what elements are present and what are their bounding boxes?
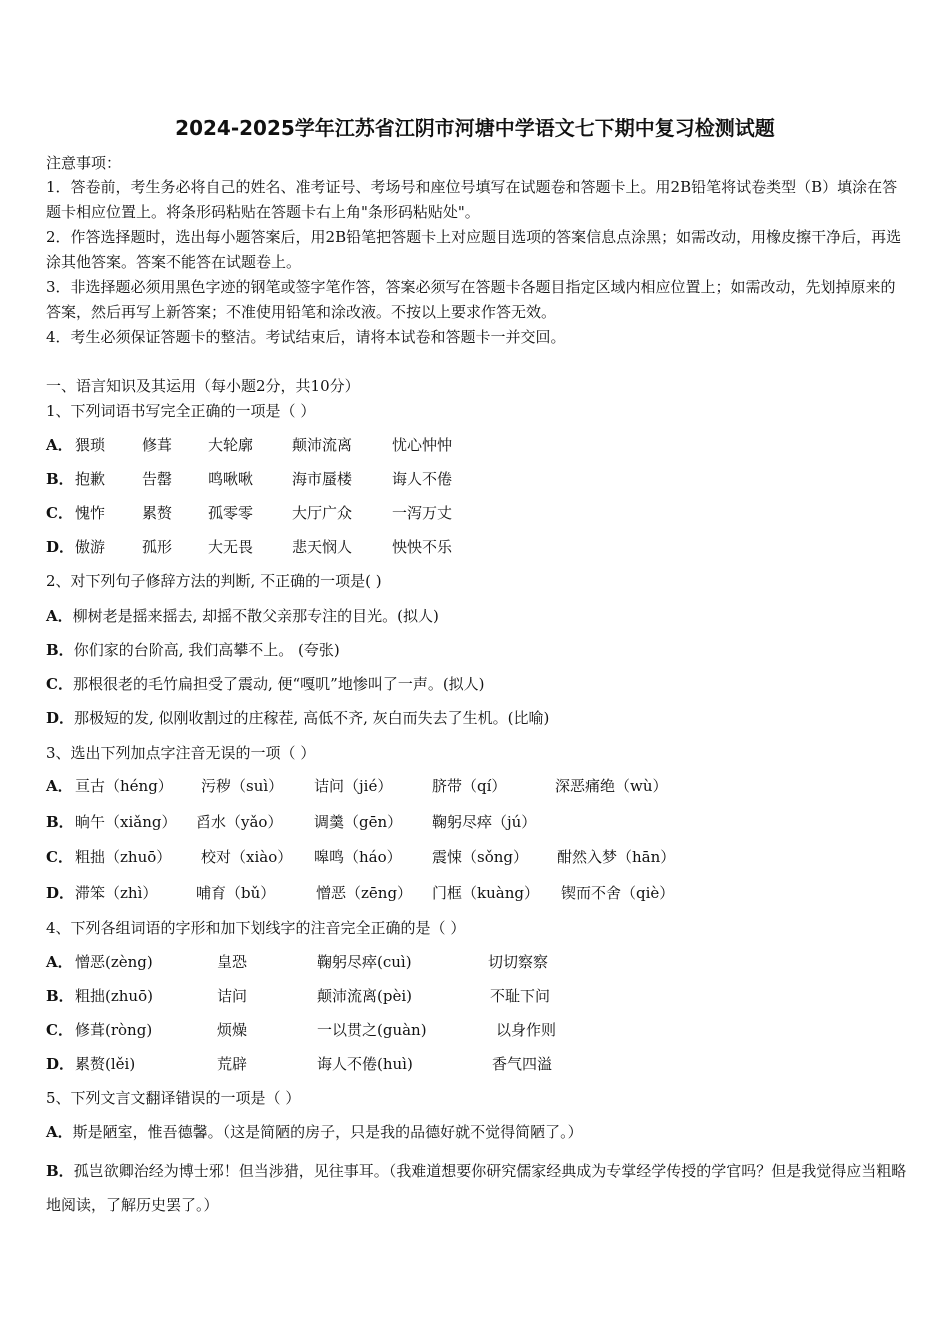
option-word: 告罄 [142, 470, 173, 488]
option-word: 愧怍 [75, 504, 106, 522]
option-word: 皇恐 [217, 953, 248, 971]
option-word: 酣然入梦（hān） [557, 848, 676, 866]
option-word: 憎恶(zèng) [75, 953, 153, 971]
option-word: 锲而不舍（qiè） [561, 884, 675, 902]
page-title: 2024-2025学年江苏省江阴市河塘中学语文七下期中复习检测试题 [175, 116, 775, 140]
option-word: 修葺(ròng) [75, 1021, 153, 1039]
question-5-stem: 5、下列文言文翻译错误的一项是（ ） [46, 1089, 301, 1107]
option-label: B． [46, 641, 74, 659]
q5-option-b: B．孤岂欲卿治经为博士邪！但当涉猎，见往事耳。（我难道想要你研究儒家经典成为专掌经学传授的学官吗？但是我觉得应当粗略地阅读，了解历史罢了。） [46, 1162, 907, 1214]
option-word: 海市蜃楼 [292, 470, 353, 488]
option-word: 荒辟 [217, 1055, 248, 1073]
option-word: 傲游 [75, 538, 106, 556]
question-2-stem: 2、对下列句子修辞方法的判断, 不正确的一项是( ) [46, 572, 382, 590]
option-word: 大厅广众 [292, 504, 353, 522]
option-word: 粗拙（zhuō） [75, 848, 172, 866]
option-label: A． [46, 1123, 73, 1141]
option-label: A． [46, 777, 73, 795]
option-word: 哺育（bǔ） [196, 884, 276, 902]
option-word: 震悚（sǒng） [432, 848, 528, 866]
question-4-stem: 4、下列各组词语的字形和加下划线字的注音完全正确的是（ ） [46, 919, 466, 937]
option-word: 忧心忡忡 [392, 436, 453, 454]
option-word: 颠沛流离 [292, 436, 353, 454]
question-3-stem: 3、选出下列加点字注音无误的一项（ ） [46, 744, 316, 762]
option-label: A． [46, 607, 73, 625]
option-word: 以身作则 [496, 1021, 557, 1039]
option-word: 诲人不倦 [392, 470, 453, 488]
notice-item-3: 3．非选择题必须用黑色字迹的钢笔或签字笔作答，答案必须写在答题卡各题目指定区域内相应位置上；如需改动，先划掉原来的答案，然后再写上新答案；不准使用铅笔和涂改液。不按以上要求作答无效。 [46, 278, 896, 321]
option-word: 污秽（suì） [201, 777, 284, 795]
option-label: D． [46, 884, 75, 902]
option-label: B． [46, 987, 74, 1005]
notice-item-2: 2．作答选择题时，选出每小题答案后，用2B铅笔把答题卡上对应题目选项的答案信息点涂黑；如需改动，用橡皮擦干净后，再选涂其他答案。答案不能答在试题卷上。 [46, 228, 902, 271]
q2-option-b: B．你们家的台阶高, 我们高攀不上。 (夸张) [46, 641, 340, 659]
option-word: 嗥鸣（háo） [314, 848, 402, 866]
option-word: 晌午（xiǎng） [75, 813, 177, 831]
option-word: 大无畏 [208, 538, 254, 556]
option-word: 鞠躬尽瘁(cuì) [317, 953, 412, 971]
option-word: 不耻下问 [490, 987, 551, 1005]
section-heading: 一、语言知识及其运用（每小题2分，共10分） [46, 377, 360, 395]
option-label: B． [46, 470, 74, 488]
option-label: D． [46, 1055, 75, 1073]
notice-item-4: 4．考生必须保证答题卡的整洁。考试结束后，请将本试卷和答题卡一并交回。 [46, 328, 566, 346]
option-label: C． [46, 848, 73, 866]
q2-option-d: D．那极短的发, 似刚收割过的庄稼茬, 高低不齐, 灰白而失去了生机。(比喻) [46, 709, 550, 727]
option-word: 诘问（jié） [314, 777, 393, 795]
option-word: 调羹（gēn） [314, 813, 403, 831]
option-label: B． [46, 813, 74, 831]
option-label: D． [46, 538, 75, 556]
question-1-stem: 1、下列词语书写完全正确的一项是（ ） [46, 402, 316, 420]
option-word: 门框（kuàng） [432, 884, 539, 902]
q2-option-c: C．那根很老的毛竹扁担受了震动, 便“嘎叽”地惨叫了一声。(拟人) [46, 675, 485, 693]
notice-item-1: 1．答卷前，考生务必将自己的姓名、准考证号、考场号和座位号填写在试题卷和答题卡上。用2B铅笔将试卷类型（B）填涂在答题卡相应位置上。将条形码粘贴在答题卡右上角"条形码粘贴处"。 [46, 178, 898, 221]
option-word: 烦燥 [217, 1021, 248, 1039]
option-word: 诲人不倦(huì) [317, 1055, 413, 1073]
option-word: 鞠躬尽瘁（jú） [432, 813, 537, 831]
option-label: A． [46, 953, 73, 971]
option-word: 校对（xiào） [201, 848, 293, 866]
option-label: C． [46, 675, 73, 693]
option-word: 一以贯之(guàn) [317, 1021, 427, 1039]
option-word: 滞笨（zhì） [75, 884, 158, 902]
option-word: 舀水（yǎo） [196, 813, 283, 831]
option-label: B． [46, 1162, 74, 1180]
option-word: 累赘(lěi) [75, 1055, 136, 1073]
option-word: 孤形 [142, 538, 173, 556]
option-word: 香气四溢 [492, 1055, 553, 1073]
option-word: 诘问 [217, 987, 248, 1005]
option-word: 大轮廓 [208, 436, 254, 454]
option-word: 颠沛流离(pèi) [317, 987, 412, 1005]
option-label: A． [46, 436, 73, 454]
option-word: 粗拙(zhuō) [75, 987, 153, 1005]
notice-heading: 注意事项： [46, 154, 122, 172]
option-word: 悲天悯人 [292, 538, 353, 556]
option-word: 抱歉 [75, 470, 106, 488]
option-word: 切切察察 [488, 953, 549, 971]
option-word: 深恶痛绝（wù） [555, 777, 668, 795]
option-word: 脐带（qí） [432, 777, 507, 795]
option-word: 鸣啾啾 [208, 470, 254, 488]
option-word: 怏怏不乐 [392, 538, 453, 556]
option-word: 孤零零 [208, 504, 254, 522]
option-word: 猥琐 [75, 436, 106, 454]
q2-option-a: A．柳树老是摇来摇去, 却摇不散父亲那专注的目光。(拟人) [46, 607, 439, 625]
option-word: 亘古（héng） [75, 777, 173, 795]
option-label: C． [46, 504, 73, 522]
option-word: 憎恶（zēng） [316, 884, 413, 902]
option-word: 累赘 [142, 504, 173, 522]
option-word: 一泻万丈 [392, 504, 453, 522]
option-word: 修葺 [142, 436, 173, 454]
option-label: C． [46, 1021, 73, 1039]
q5-option-a: A．斯是陋室，惟吾德馨。（这是简陋的房子，只是我的品德好就不觉得简陋了。） [46, 1123, 583, 1141]
option-label: D． [46, 709, 75, 727]
